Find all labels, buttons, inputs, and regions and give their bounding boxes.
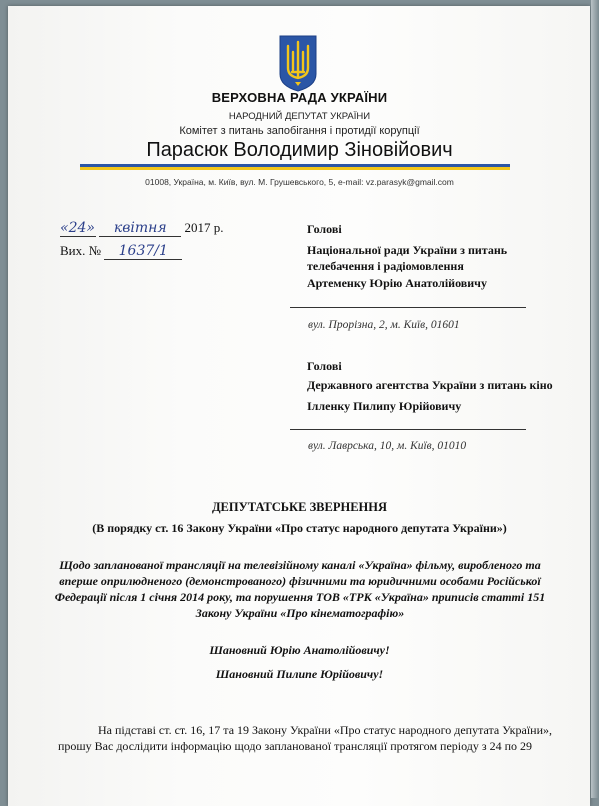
recipient-2-person: Ілленку Пилипу Юрійовичу xyxy=(307,399,462,413)
recipient-1-address: вул. Прорізна, 2, м. Київ, 01601 xyxy=(308,319,460,331)
greeting-2: Шановний Пилипе Юрійовичу! xyxy=(215,667,384,681)
date-day: «24» xyxy=(60,220,95,236)
deputy-name: Парасюк Володимир Зіновійович xyxy=(146,139,453,161)
organization-name: ВЕРХОВНА РАДА УКРАЇНИ xyxy=(211,90,388,105)
ref-number: 1637/1 xyxy=(104,243,182,260)
outgoing-ref xyxy=(60,243,182,260)
deputy-role: НАРОДНИЙ ДЕПУТАТ УКРАЇНИ xyxy=(228,111,371,122)
recipient-1-divider xyxy=(290,307,526,308)
letterhead-address: 01008, Україна, м. Київ, вул. М. Грушевського, 5, e-mail: vz.parasyk@gmail.com xyxy=(145,177,454,187)
recipient-2-address: вул. Лаврська, 10, м. Київ, 01010 xyxy=(308,440,467,452)
letter-subtitle: (В порядку ст. 16 Закону України «Про статус народного депутата України») xyxy=(92,521,507,535)
recipient-1-person: Артеменку Юрію Анатолійовичу xyxy=(307,276,487,290)
ref-label: Вих. № xyxy=(60,243,102,258)
letter-title: ДЕПУТАТСЬКЕ ЗВЕРНЕННЯ xyxy=(211,500,388,514)
recipient-1-body: Національної ради України з питань телебачення і радіомовлення xyxy=(307,243,508,273)
flag-band-yellow xyxy=(80,167,510,170)
trident-emblem-icon xyxy=(278,34,318,92)
recipient-2-salutation: Голові xyxy=(307,359,342,373)
letter-subject: Щодо запланованої трансляції на телевізійному каналі «Україна» фільму, виробленого та вперше оприлюдненого (демонстрованого) фізичними та юридичними особами Російської Федерації після 1 січня 2014 року, та порушення ТОВ «ТРК «Україна» приписів статті 151 Закону України «Про кінематографію» xyxy=(54,558,546,620)
date-month: квітня xyxy=(99,220,181,237)
recipient-2-divider xyxy=(290,429,526,430)
greeting-1: Шановний Юрію Анатолійовичу! xyxy=(209,643,390,657)
committee-name: Комітет з питань запобігання і протидії корупції xyxy=(179,125,420,137)
letter-date xyxy=(60,220,224,237)
letter-body-paragraph: На підставі ст. ст. 16, 17 та 19 Закону України «Про статус народного депутата України», прошу Вас дослідити інформацію щодо запланованої трансляції протягом періоду з 24 по 29 xyxy=(58,723,552,753)
date-year: 2017 р. xyxy=(184,220,224,235)
recipient-1-salutation: Голові xyxy=(307,222,342,236)
recipient-2-body: Державного агентства України з питань кіно xyxy=(307,378,553,392)
